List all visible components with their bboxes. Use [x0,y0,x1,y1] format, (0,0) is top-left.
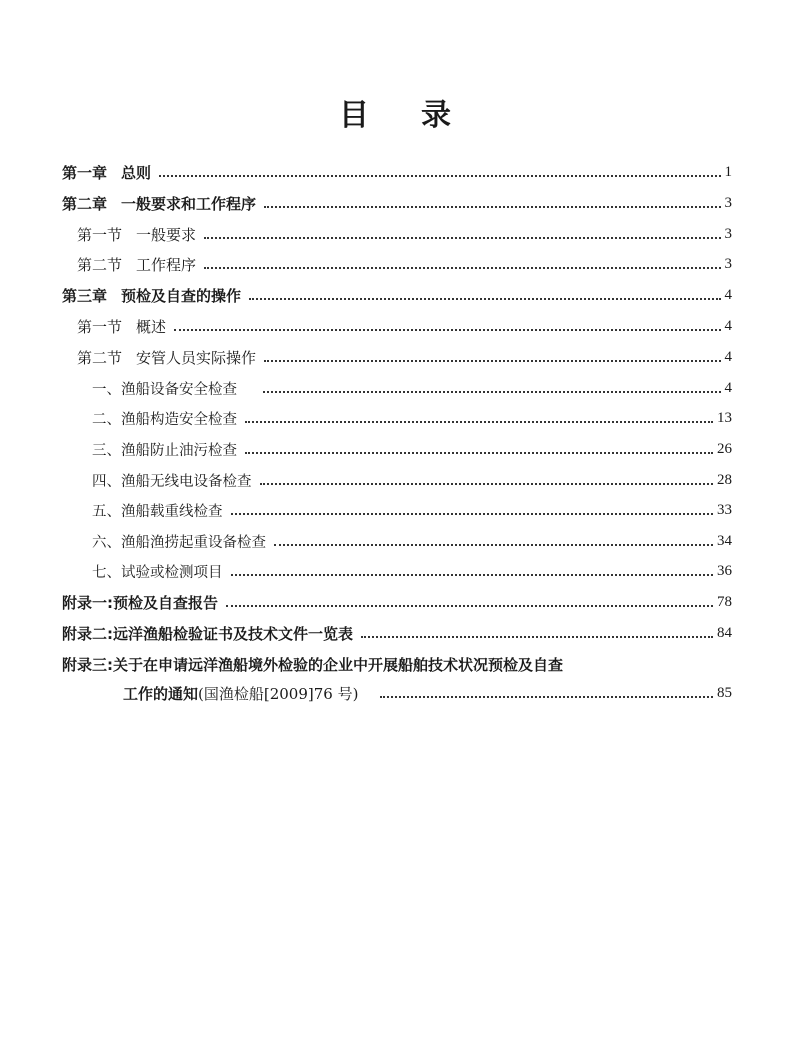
toc-entry[interactable] [0,495,790,525]
toc-entry-label: 七、试验或检测项目 [92,564,223,581]
toc-leader-dots [204,237,720,239]
toc-entry[interactable] [0,465,790,495]
toc-page-number: 33 [717,501,732,518]
toc-entry[interactable] [0,618,790,648]
toc-entry[interactable] [0,587,790,617]
toc-entry-label: 第二节 安管人员实际操作 [77,348,257,367]
toc-leader-dots [245,421,713,423]
toc-entry[interactable] [0,311,790,341]
toc-entry-label: 四、渔船无线电设备检查 [92,473,252,490]
title-char-2: 录 [421,98,451,133]
toc-entry-label: 一、渔船设备安全检查 [92,381,237,398]
toc-page-number: 28 [717,471,732,488]
toc-entry-label: 第一节 概述 [77,317,167,336]
toc-entry-label: 二、渔船构造安全检查 [92,411,237,428]
toc-entry[interactable] [0,280,790,310]
toc-page-number: 3 [724,225,732,242]
toc-page-number: 26 [717,440,732,457]
toc-entry-label: 第三章 预检及自查的操作 [62,286,242,305]
toc-leader-dots [249,298,720,300]
toc-page-number: 13 [717,409,732,426]
toc-leader-dots [264,360,720,362]
toc-entry[interactable] [0,249,790,279]
toc-leader-dots [274,544,713,546]
toc-entry-continuation[interactable] [123,678,732,708]
toc-leader-dots [245,452,713,454]
toc-entry-label: 第二节 工作程序 [77,255,197,274]
toc-leader-dots [260,483,714,485]
toc-leader-dots [231,513,714,515]
toc-page-number: 4 [724,379,732,396]
toc-entry[interactable] [0,188,790,218]
toc-page-number: 36 [717,562,732,579]
toc-page-number: 34 [717,532,732,549]
toc-page-number: 3 [724,194,732,211]
toc-entry[interactable] [0,157,790,187]
toc-leader-dots [226,605,713,607]
toc-page-number: 4 [724,286,732,303]
toc-leader-dots [361,636,713,638]
toc-page-number: 1 [724,163,732,180]
toc-page-number: 4 [724,348,732,365]
page-title [0,90,790,134]
toc-leader-dots [380,696,713,698]
toc-entry-label: 六、渔船渔捞起重设备检查 [92,534,266,551]
toc-entry[interactable] [0,219,790,249]
toc-page-number: 4 [724,317,732,334]
toc-entry-label: 第一章 总则 [62,163,152,182]
toc-entry-label: 附录一:预检及自查报告 [62,593,218,612]
toc-entry-label: 三、渔船防止油污检查 [92,442,237,459]
toc-entry-label: 第一节 一般要求 [77,225,197,244]
toc-page-number: 85 [717,684,732,701]
toc-entry[interactable] [0,403,790,433]
toc-page-number: 78 [717,593,732,610]
toc-entry-label: 第二章 一般要求和工作程序 [62,194,257,213]
toc-entry-label: 五、渔船载重线检查 [92,503,223,520]
toc-entry-label: 附录三:关于在申请远洋渔船境外检验的企业中开展船舶技术状况预检及自查 [62,655,564,674]
toc-entry-label: 工作的通知(国渔检船[2009]76 号) [123,684,359,703]
title-char-1: 目 [339,98,369,133]
toc-page-number: 3 [724,255,732,272]
toc-entry-label: 附录二:远洋渔船检验证书及技术文件一览表 [62,624,354,643]
toc-page-number: 84 [717,624,732,641]
toc-leader-dots [159,175,720,177]
toc-leader-dots [263,391,721,393]
toc-leader-dots [174,329,720,331]
toc-entry[interactable] [0,556,790,586]
toc-entry[interactable] [0,434,790,464]
toc-leader-dots [231,574,714,576]
toc-entry[interactable] [0,526,790,556]
toc-leader-dots [264,206,720,208]
toc-leader-dots [204,267,720,269]
toc-entry[interactable] [0,342,790,372]
toc-entry[interactable] [0,649,790,679]
toc-entry[interactable] [0,373,790,403]
